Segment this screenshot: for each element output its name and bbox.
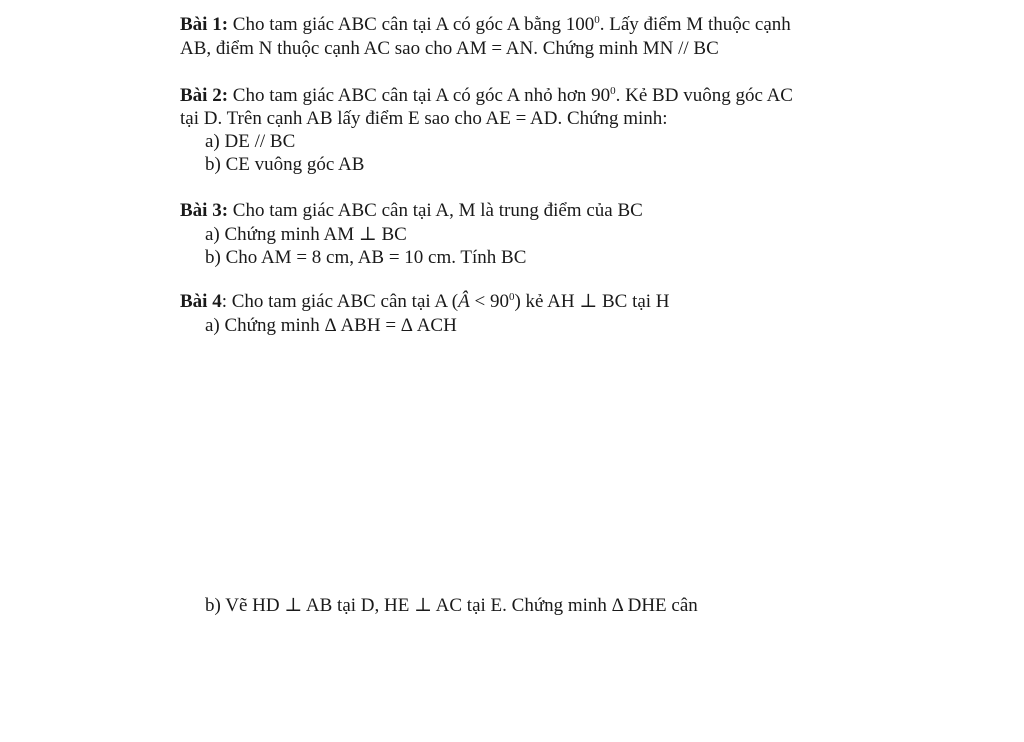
- degree-superscript: 0: [610, 85, 616, 97]
- problem-2-line-1: [180, 85, 793, 107]
- angle-a-hat: Â: [458, 291, 470, 312]
- problem-4-text-b: < 90: [469, 291, 509, 312]
- problem-4-line-1: [180, 291, 670, 313]
- problem-3-line-1: [180, 200, 643, 222]
- problem-3-label: Bài 3:: [180, 200, 229, 221]
- problem-4-label: Bài 4: [180, 291, 222, 312]
- problem-3-text: Cho tam giác ABC cân tại A, M là trung điểm của BC: [228, 200, 643, 221]
- degree-superscript: 0: [508, 291, 515, 303]
- problem-4-text-c: ) kẻ AH ⊥ BC tại H: [514, 291, 670, 312]
- problem-1-line-2: AB, điểm N thuộc cạnh AC sao cho AM = AN. Chứng minh MN // BC: [180, 38, 719, 59]
- problem-2-label: Bài 2:: [180, 85, 229, 106]
- problem-2-item-b: b) CE vuông góc AB: [205, 154, 365, 175]
- problem-2-text-b: . Kẻ BD vuông góc AC: [615, 85, 793, 106]
- problem-3-item-b: b) Cho AM = 8 cm, AB = 10 cm. Tính BC: [205, 247, 527, 268]
- degree-superscript: 0: [594, 14, 600, 26]
- problem-1-text-a: Cho tam giác ABC cân tại A có góc A bằng 100: [228, 14, 595, 35]
- problem-2-text-a: Cho tam giác ABC cân tại A có góc A nhỏ hơn 90: [228, 85, 611, 106]
- problem-4-item-b: b) Vẽ HD ⊥ AB tại D, HE ⊥ AC tại E. Chứng minh Δ DHE cân: [205, 595, 698, 616]
- problem-1-text-b: . Lấy điểm M thuộc cạnh: [599, 14, 791, 35]
- problem-4-text-a: : Cho tam giác ABC cân tại A (: [221, 291, 459, 312]
- problem-4-item-a: a) Chứng minh Δ ABH = Δ ACH: [205, 315, 457, 336]
- problem-2-item-a: a) DE // BC: [205, 131, 296, 152]
- problem-2-line-2: tại D. Trên cạnh AB lấy điểm E sao cho AE = AD. Chứng minh:: [180, 108, 668, 129]
- problem-1-line-1: [180, 14, 791, 36]
- problem-1-label: Bài 1:: [180, 14, 229, 35]
- problem-3-item-a: a) Chứng minh AM ⊥ BC: [205, 224, 407, 245]
